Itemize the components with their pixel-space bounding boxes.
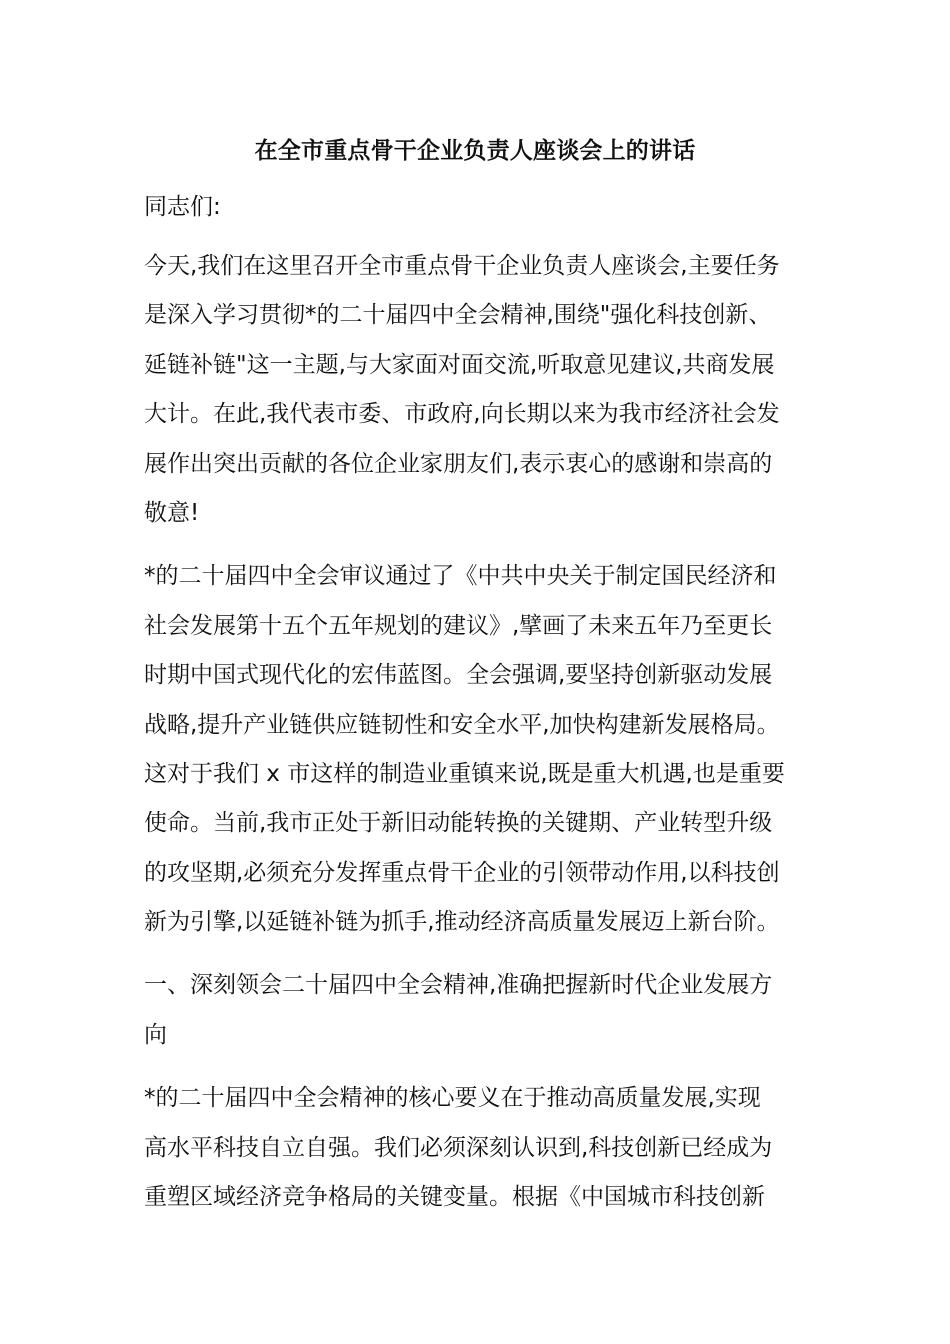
text-line: 时期中国式现代化的宏伟蓝图。全会强调,要坚持创新驱动发展 (144, 662, 773, 689)
text-line: *的二十届四中全会审议通过了《中共中央关于制定国民经济和 (144, 563, 777, 590)
paragraph-opening (144, 242, 808, 538)
document-title: 在全市重点骨干企业负责人座谈会上的讲话 (254, 138, 696, 164)
text-line: 大计。在此,我代表市委、市政府,向长期以来为我市经济社会发 (144, 401, 780, 428)
text-line: 高水平科技自立自强。我们必须深刻认识到,科技创新已经成为 (144, 1134, 773, 1161)
text-line: 重塑区域经济竞争格局的关键变量。根据《中国城市科技创新 (144, 1184, 765, 1211)
text-line: 使命。当前,我市正处于新旧动能转换的关键期、产业转型升级 (144, 810, 773, 837)
text-line: 这对于我们 x 市这样的制造业重镇来说,既是重大机遇,也是重要 (144, 760, 785, 787)
text-line: 展作出突出贡献的各位企业家朋友们,表示衷心的感谢和崇高的 (144, 450, 773, 477)
text-line: 是深入学习贯彻*的二十届四中全会精神,围绕"强化科技创新、 (144, 302, 772, 329)
paragraph-background (144, 552, 808, 947)
text-line: 社会发展第十五个五年规划的建议》,擘画了未来五年乃至更长 (144, 612, 773, 639)
paragraph-section-1 (144, 1074, 808, 1222)
document-body (144, 242, 808, 1236)
text-line: 的攻坚期,必须充分发挥重点骨干企业的引领带动作用,以科技创 (144, 859, 780, 886)
text-line: 今天,我们在这里召开全市重点骨干企业负责人座谈会,主要任务 (144, 253, 780, 279)
text-line: 新为引擎,以延链补链为抓手,推动经济高质量发展迈上新台阶。 (144, 909, 780, 936)
section-heading-1 (144, 961, 808, 1060)
text-line: 一、深刻领会二十届四中全会精神,准确把握新时代企业发展方 (144, 972, 773, 999)
text-line: 向 (144, 1021, 167, 1048)
text-line: 战略,提升产业链供应链韧性和安全水平,加快构建新发展格局。 (144, 711, 780, 738)
text-line: 敬意! (144, 499, 200, 526)
text-line: *的二十届四中全会精神的核心要义在于推动高质量发展,实现 (144, 1085, 761, 1112)
salutation: 同志们: (144, 194, 221, 220)
text-line: 延链补链"这一主题,与大家面对面交流,听取意见建议,共商发展 (144, 351, 775, 378)
